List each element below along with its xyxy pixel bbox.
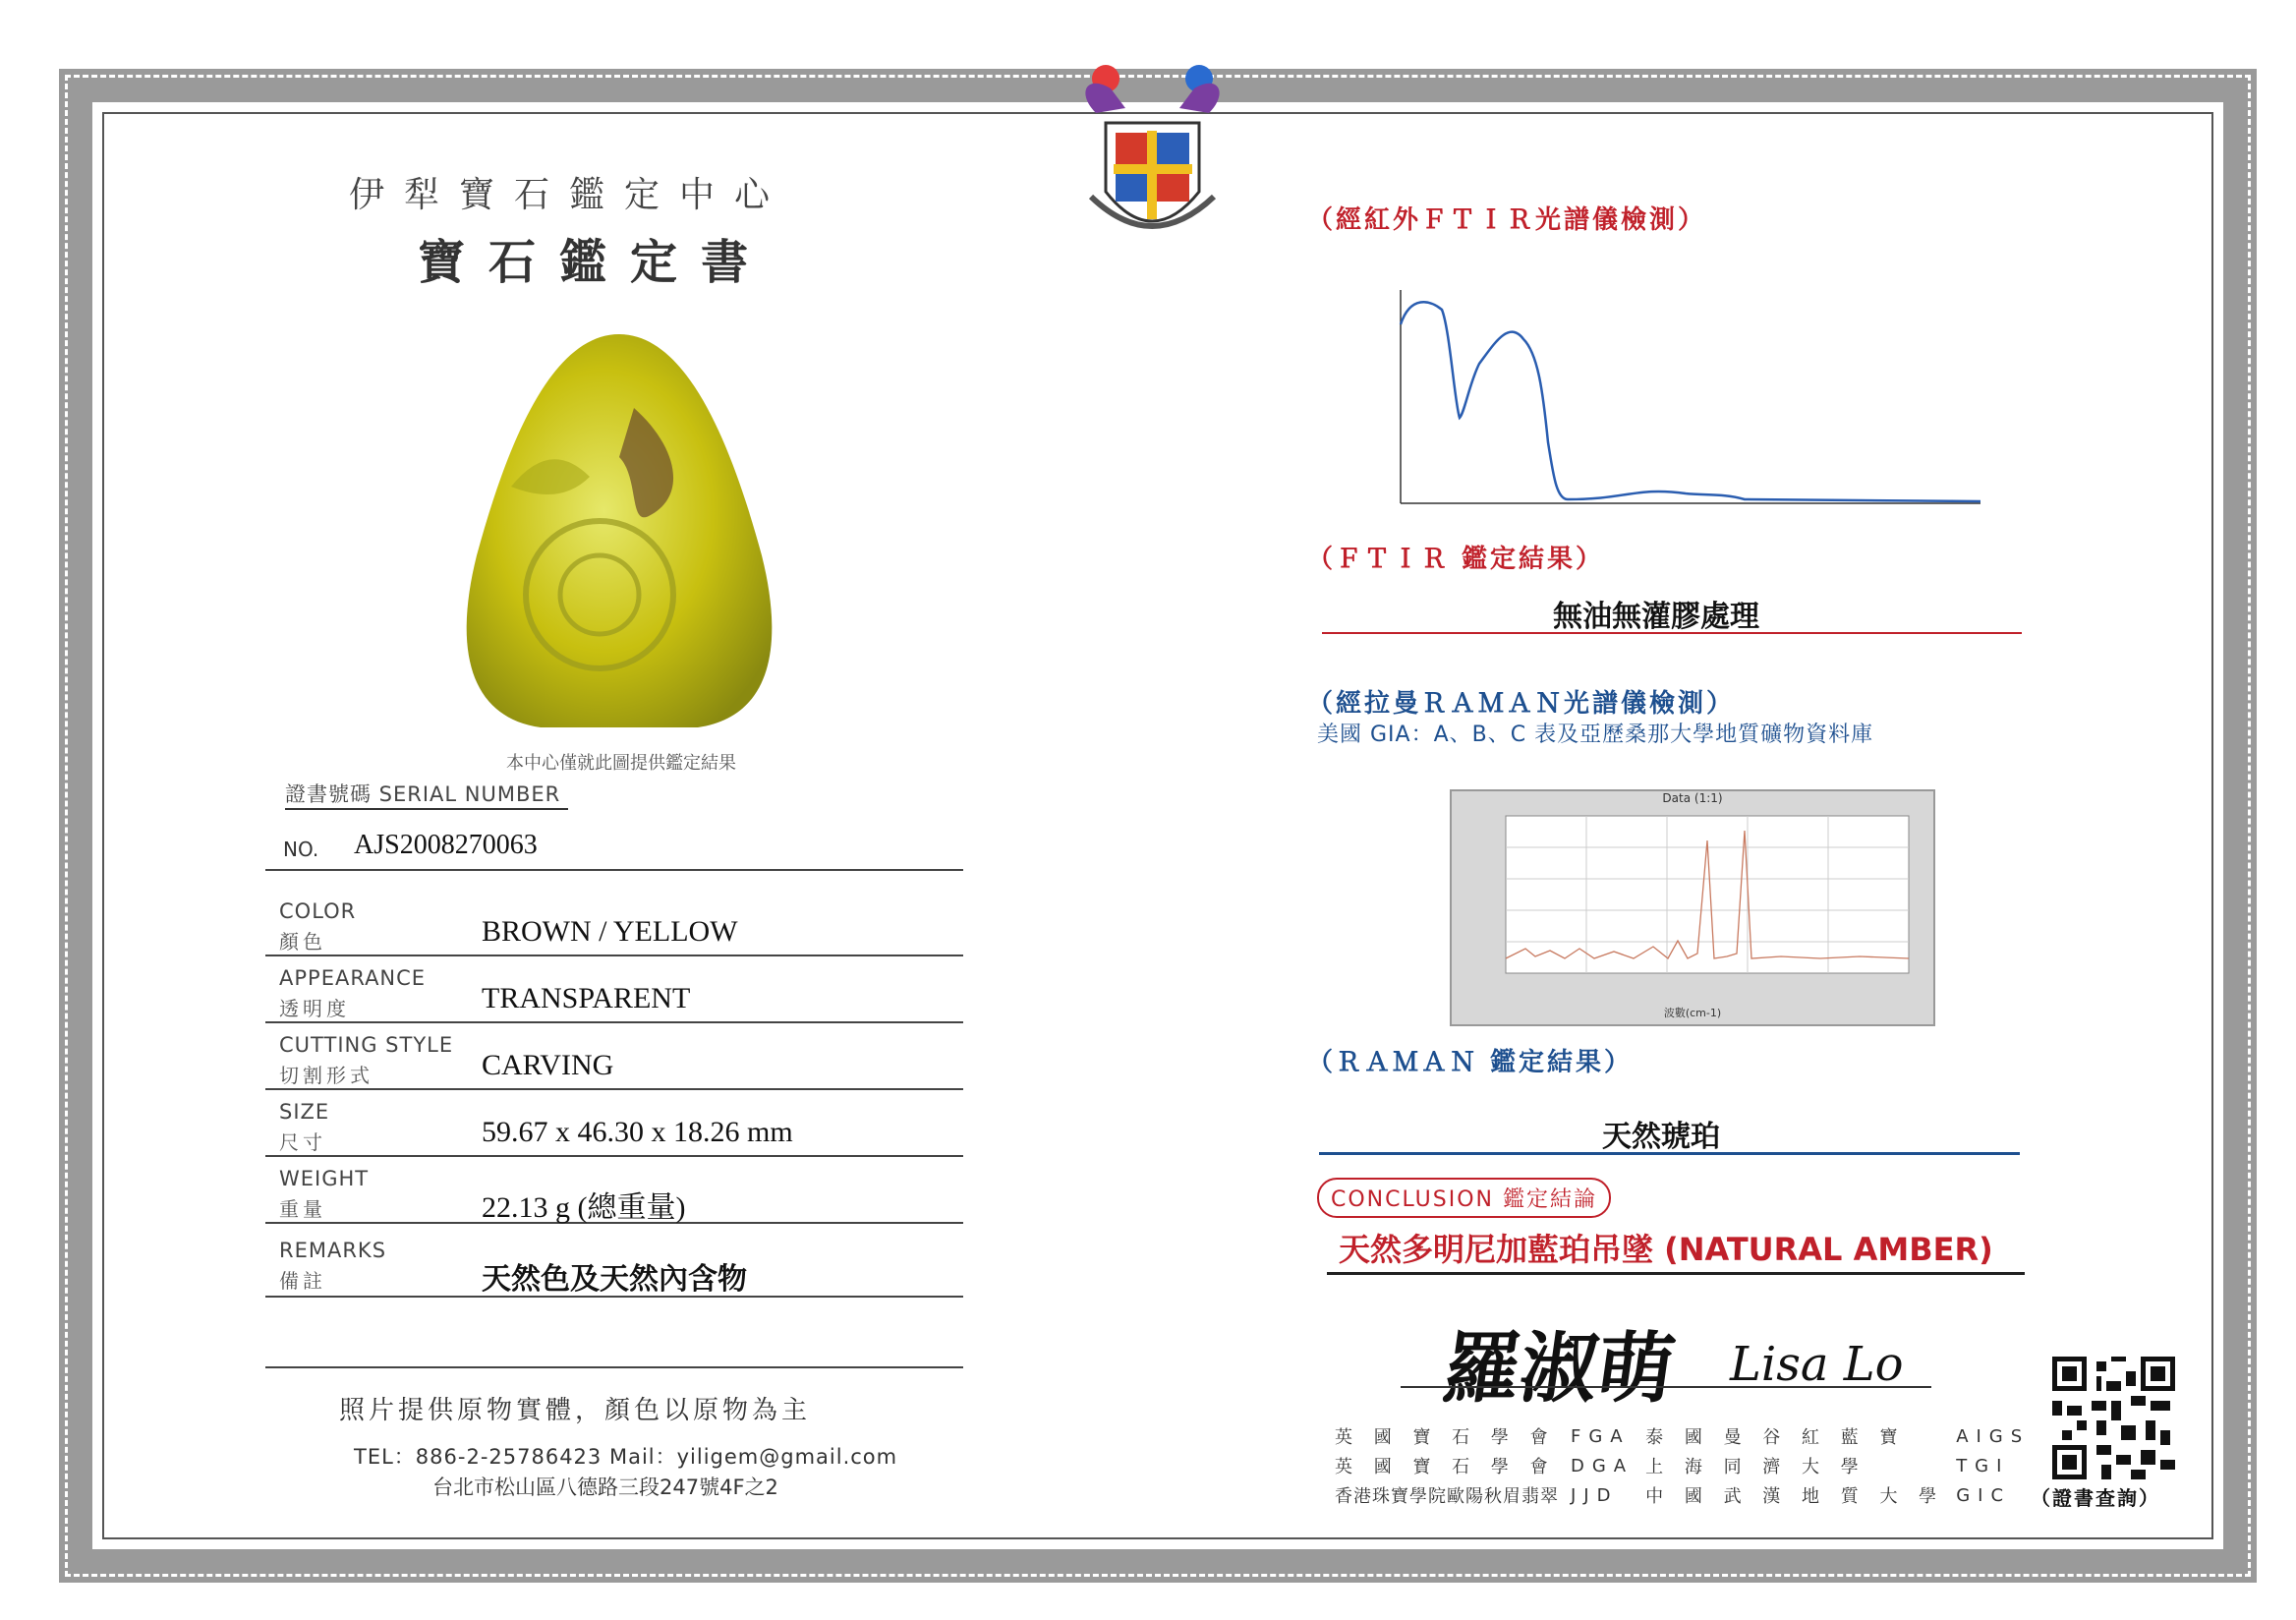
credentials-table bbox=[1329, 1421, 2036, 1510]
credential-cell: FGA bbox=[1571, 1425, 1631, 1447]
raman-chart-panel bbox=[1450, 789, 1935, 1026]
document-title: 寶石鑑定書 bbox=[418, 235, 773, 290]
raman-chart-xlabel: 波數(cm-1) bbox=[1663, 1007, 1722, 1019]
address: 台北市松山區八德路三段247號4F之2 bbox=[432, 1475, 778, 1499]
signature-line bbox=[1401, 1386, 1931, 1388]
serial-number-label: 證書號碼 SERIAL NUMBER bbox=[285, 779, 568, 810]
ftir-result-underline bbox=[1322, 632, 2022, 634]
raman-result-underline bbox=[1319, 1152, 2020, 1155]
raman-spectrum-chart bbox=[1466, 811, 1919, 1003]
credential-row bbox=[1329, 1421, 2036, 1451]
credential-row bbox=[1329, 1451, 2036, 1480]
serial-number-value: AJS2008270063 bbox=[354, 830, 538, 860]
photo-disclaimer: 照片提供原物實體，顏色以原物為主 bbox=[339, 1396, 812, 1425]
conclusion-label: CONCLUSION 鑑定結論 bbox=[1317, 1178, 1611, 1218]
credential-cell: DGA bbox=[1571, 1455, 1635, 1476]
field-value: BROWN / YELLOW bbox=[482, 915, 738, 948]
serial-number-row bbox=[265, 824, 963, 871]
field-label-en: WEIGHT bbox=[279, 1167, 370, 1190]
field-label-en: APPEARANCE bbox=[279, 966, 427, 990]
field-row-size bbox=[265, 1090, 963, 1157]
field-value: TRANSPARENT bbox=[482, 982, 691, 1014]
raman-result: 天然琥珀 bbox=[1602, 1120, 1720, 1154]
field-row-appearance bbox=[265, 956, 963, 1023]
field-label-zh: 重量 bbox=[279, 1197, 326, 1221]
field-label-en: SIZE bbox=[279, 1100, 330, 1124]
field-value: CARVING bbox=[482, 1049, 614, 1081]
field-label-zh: 顏色 bbox=[279, 930, 326, 954]
field-value: 天然色及天然內含物 bbox=[482, 1262, 747, 1297]
org-name: 伊犁寶石鑑定中心 bbox=[349, 175, 790, 215]
credential-cell: 英 國 寶 石 學 會 bbox=[1335, 1427, 1556, 1448]
qr-code[interactable] bbox=[2052, 1357, 2175, 1479]
raman-result-heading: （ＲＡＭＡＮ 鑑定結果） bbox=[1307, 1048, 1634, 1077]
field-label-en: CUTTING STYLE bbox=[279, 1033, 454, 1057]
ftir-result-heading: （ＦＴＩＲ 鑑定結果） bbox=[1307, 545, 1605, 574]
conclusion-value: 天然多明尼加藍珀吊墜 (NATURAL AMBER) bbox=[1339, 1231, 1993, 1268]
credential-row bbox=[1329, 1480, 2036, 1510]
field-label-zh: 尺寸 bbox=[279, 1130, 326, 1154]
field-value: 22.13 g (總重量) bbox=[482, 1191, 686, 1224]
credential-cell: 香港珠寶學院歐陽秋眉翡翠 bbox=[1335, 1486, 1559, 1507]
field-label-en: COLOR bbox=[279, 899, 357, 923]
contact-info: TEL：886-2-25786423 Mail：yiligem@gmail.com bbox=[354, 1445, 898, 1469]
no-label: NO. bbox=[283, 838, 319, 861]
crest-logo bbox=[1066, 54, 1238, 260]
raman-database: 美國 GIA：A、B、C 表及亞歷桑那大學地質礦物資料庫 bbox=[1317, 723, 1874, 747]
field-row-weight bbox=[265, 1157, 963, 1224]
crest-dragon-right bbox=[1179, 84, 1220, 113]
credential-cell: TGI bbox=[1956, 1455, 2010, 1476]
field-label-zh: 透明度 bbox=[279, 997, 350, 1020]
field-label-zh: 備註 bbox=[279, 1269, 326, 1293]
ftir-spectrum-chart bbox=[1371, 285, 1990, 521]
signature-english: Lisa Lo bbox=[1730, 1337, 1904, 1392]
signature-chinese: 羅淑萌 bbox=[1437, 1324, 1681, 1414]
ftir-heading: （經紅外ＦＴＩＲ光譜儀檢測） bbox=[1307, 205, 1707, 235]
credential-cell: JJD bbox=[1571, 1484, 1619, 1506]
credential-cell: GIC bbox=[1956, 1484, 2012, 1506]
amber-pendant-photo bbox=[452, 329, 786, 742]
field-row-color bbox=[265, 890, 963, 956]
field-row-cutting-style bbox=[265, 1023, 963, 1090]
crest-dragon-left bbox=[1085, 84, 1125, 113]
field-value: 59.67 x 46.30 x 18.26 mm bbox=[482, 1116, 793, 1148]
field-label-en: REMARKS bbox=[279, 1239, 387, 1262]
ftir-result: 無油無灌膠處理 bbox=[1553, 600, 1759, 634]
credential-cell: AIGS bbox=[1956, 1425, 2031, 1447]
qr-label: （證書查詢） bbox=[2031, 1486, 2160, 1510]
credential-cell: 泰 國 曼 谷 紅 藍 寶 bbox=[1645, 1427, 1906, 1448]
field-row-remarks bbox=[265, 1229, 963, 1298]
raman-chart-title: Data (1:1) bbox=[1662, 791, 1723, 805]
photo-note: 本中心僅就此圖提供鑑定結果 bbox=[506, 753, 736, 774]
field-label-zh: 切割形式 bbox=[279, 1064, 373, 1087]
credential-cell: 中 國 武 漢 地 質 大 學 bbox=[1645, 1486, 1945, 1507]
credential-cell: 英 國 寶 石 學 會 bbox=[1335, 1457, 1556, 1477]
credential-cell: 上 海 同 濟 大 學 bbox=[1645, 1457, 1866, 1477]
divider bbox=[265, 1366, 963, 1368]
raman-heading: （經拉曼ＲＡＭＡＮ光譜儀檢測） bbox=[1307, 689, 1736, 719]
conclusion-underline bbox=[1327, 1272, 2025, 1275]
